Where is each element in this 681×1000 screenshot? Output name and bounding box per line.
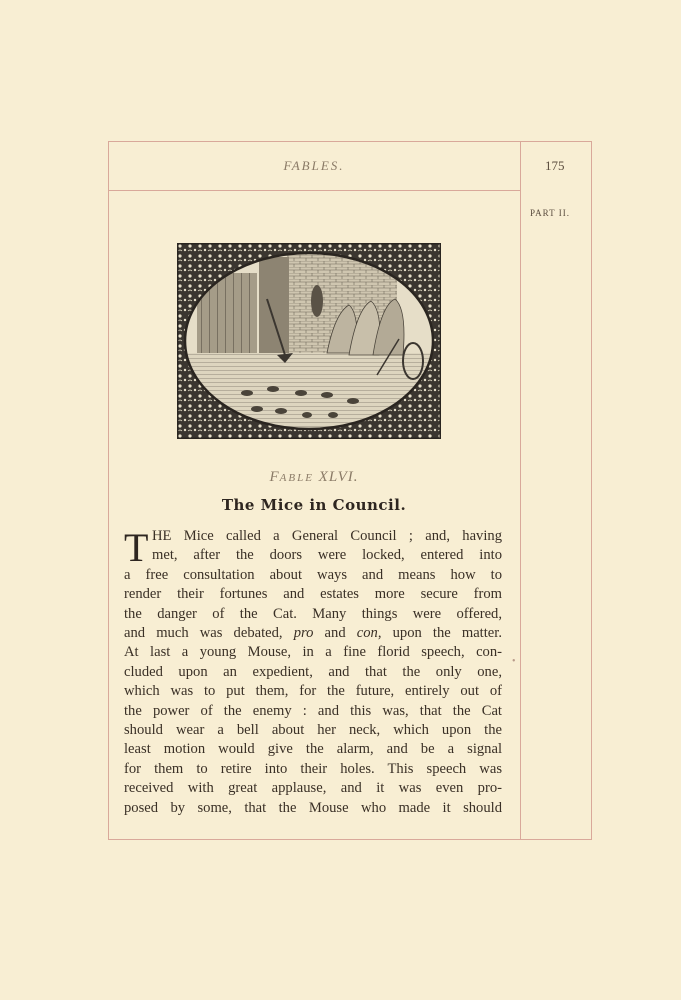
fable-number-roman: XLVI. [313, 469, 359, 485]
fable-number [108, 469, 520, 486]
text-line: HE Mice called a General Council ; and, having [152, 528, 502, 544]
text-line: for them to retire into their holes. This speech was [124, 760, 502, 777]
text-line: the power of the enemy : and this was, that the Cat [124, 702, 502, 719]
margin-mark: • [512, 656, 516, 667]
fable-title: The Mice in Council. [221, 496, 407, 514]
text-line: render their fortunes and estates more secure from [124, 586, 502, 603]
text-line: posed by some, that the Mouse who made it should [124, 799, 502, 816]
italic-pro: pro [293, 625, 314, 642]
running-title: FABLES. [283, 158, 345, 173]
text-segment: and much was debated, [124, 625, 283, 642]
fable-body [124, 527, 502, 818]
text-line: least motion would give the alarm, and be a signal [124, 741, 502, 758]
text-line: met, after the doors were locked, entered into [152, 547, 502, 564]
header-rule [108, 190, 520, 191]
text-line: cluded upon an expedient, and that the only one, [124, 663, 502, 680]
text-line-mixed [124, 624, 502, 643]
fable-number-prefix: F [269, 469, 280, 485]
part-label: PART II. [530, 208, 570, 218]
text-line: which was to put them, for the future, entirely out of [124, 683, 502, 700]
text-line: a free consultation about ways and means how to [124, 566, 502, 583]
fable-number-smallcaps: ABLE [279, 472, 314, 484]
text-segment: , upon the matter. [377, 625, 502, 642]
mice-in-council-engraving [177, 243, 441, 439]
margin-rule [520, 141, 521, 840]
text-line: should wear a bell about her neck, which upon the [124, 722, 502, 739]
text-line: At last a young Mouse, in a fine florid speech, con- [124, 644, 502, 661]
drop-cap: T [124, 525, 149, 570]
text-line: the danger of the Cat. Many things were offered, [124, 605, 502, 622]
text-line: received with great applause, and it was even pro- [124, 780, 502, 797]
page-number: 175 [545, 158, 565, 173]
text-segment: and [313, 625, 357, 642]
italic-con: con [356, 625, 378, 642]
